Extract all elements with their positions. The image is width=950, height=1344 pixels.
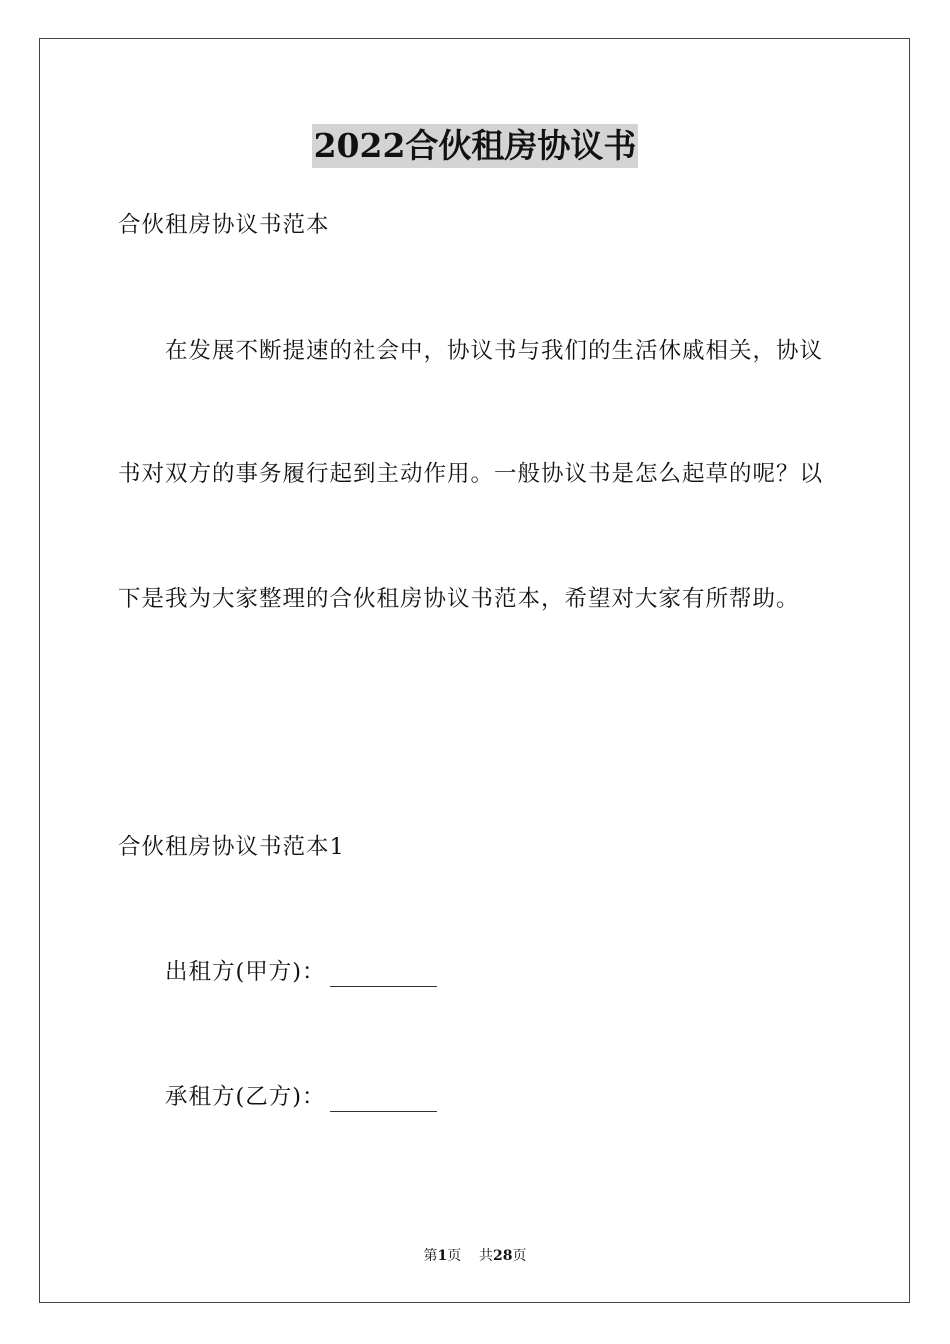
lessor-blank-line [330,966,437,987]
title-container [0,124,950,168]
intro-line-1: 在发展不断提速的社会中，协议书与我们的生活休戚相关，协议 [165,338,824,364]
document-title: 2022合伙租房协议书 [312,124,639,168]
intro-line-2: 书对双方的事务履行起到主动作用。一般协议书是怎么起草的呢？以 [118,461,824,487]
lessor-field [165,957,437,987]
page-prefix: 第 [423,1248,438,1264]
page-footer [0,1246,950,1266]
page-number: 1 [437,1248,448,1264]
total-suffix: 页 [512,1248,527,1264]
lessee-label: 承租方(乙方)： [165,1084,326,1110]
intro-line-3: 下是我为大家整理的合伙租房协议书范本，希望对大家有所帮助。 [118,586,800,612]
document-subtitle: 合伙租房协议书范本 [118,212,330,238]
lessee-blank-line [330,1091,437,1112]
page-suffix: 页 [447,1248,462,1264]
total-pages: 28 [493,1248,513,1264]
lessee-field [165,1082,437,1112]
section-heading: 合伙租房协议书范本1 [118,834,345,860]
total-prefix: 共 [479,1248,494,1264]
lessor-label: 出租方(甲方)： [165,959,326,985]
